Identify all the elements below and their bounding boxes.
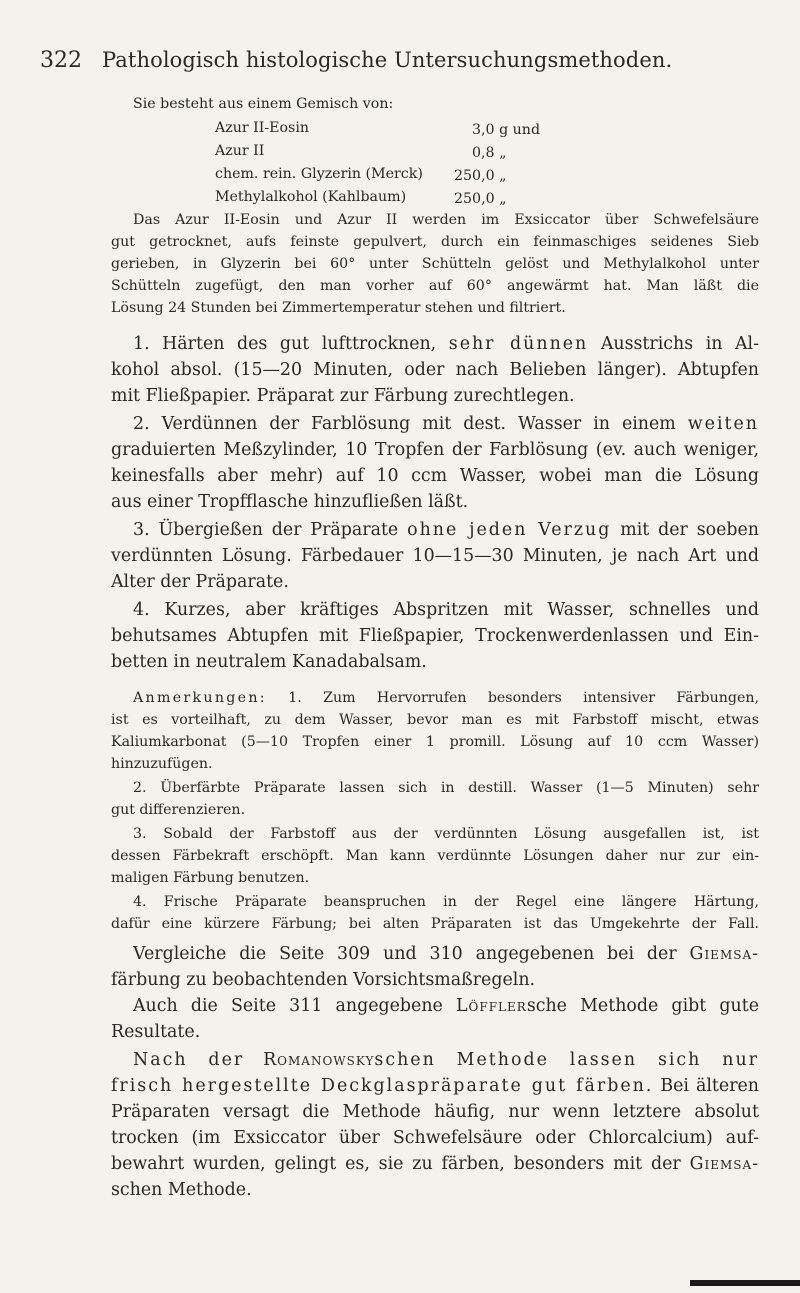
running-title: Pathologisch histologische Untersuchungsmethoden.	[102, 48, 673, 72]
text-run	[263, 1050, 759, 1070]
recipe-amount: 250,0 „	[454, 168, 507, 184]
text-line: dessen Färbekraft erschöpft. Man kann verdünnte Lösungen daher nur zur ein-	[111, 848, 759, 864]
text-line: betten in neutralem Kanadabalsam.	[111, 652, 427, 672]
text-line	[111, 1076, 759, 1096]
page-number: 322	[40, 48, 82, 73]
page-header	[40, 48, 780, 78]
text-run: Bei älteren	[660, 1076, 759, 1096]
recipe-amount: 0,8 „	[472, 145, 507, 161]
text-line	[133, 690, 759, 706]
recipe-amount: 3,0 g und	[472, 122, 541, 138]
text-line: 2. Überfärbte Präparate lassen sich in destill. Wasser (1—5 Minuten) sehr	[133, 780, 759, 796]
text-line: färbung zu beobachtenden Vorsichtsmaßregeln.	[111, 970, 536, 990]
text-line: gut differenzieren.	[111, 802, 246, 818]
text-line: 4. Kurzes, aber kräftiges Abspritzen mit Wasser, schnelles und	[133, 600, 759, 620]
text-line	[111, 1154, 759, 1174]
text-line: gut getrocknet, aufs feinste gepulvert, durch ein feinmaschiges seidenes Sieb	[111, 234, 759, 250]
text-line: Das Azur II-Eosin und Azur II werden im Exsiccator über Schwefelsäure	[133, 212, 759, 228]
text-line: trocken (im Exsiccator über Schwefelsäure oder Chlorcalcium) auf-	[111, 1128, 759, 1148]
text-run: Vergleiche die Seite 309 und 310 angegebenen bei der	[133, 944, 677, 964]
text-line: Resultate.	[111, 1022, 201, 1042]
text-run: bewahrt wurden, gelingt es, sie zu färben, besonders mit der	[111, 1154, 681, 1174]
author-name: Löffler	[456, 996, 527, 1016]
author-name: Giemsa-	[689, 944, 759, 964]
text-line: Lösung 24 Stunden bei Zimmertemperatur stehen und filtriert.	[111, 300, 566, 316]
text-line: Alter der Präparate.	[111, 572, 289, 592]
text-line: gerieben, in Glyzerin bei 60° unter Schütteln gelöst und Methylalkohol unter	[111, 256, 759, 272]
text-run: mit der soeben	[620, 520, 760, 540]
text-run: 2. Verdünnen der Farblösung mit dest. Wasser in einem	[133, 414, 676, 434]
text-run: Ausstrichs in Al-	[600, 334, 759, 354]
text-line: mit Fließpapier. Präparat zur Färbung zurechtlegen.	[111, 386, 575, 406]
text-run: 3. Übergießen der Präparate	[133, 520, 399, 540]
recipe-ingredient: Azur II	[215, 143, 265, 159]
text-line: Schütteln zugefügt, den man vorher auf 60° angewärmt hat. Man läßt die	[111, 278, 759, 294]
author-name: Giemsa-	[689, 1154, 760, 1174]
notes-label: Anmerkungen:	[133, 690, 267, 706]
text-line: behutsames Abtupfen mit Fließpapier, Trockenwerdenlassen und Ein-	[111, 626, 759, 646]
text-run: Nach der	[133, 1050, 245, 1070]
text-line	[133, 1050, 759, 1070]
emphasis-text: sehr dünnen	[448, 334, 589, 354]
text-run: Auch die Seite 311 angegebene	[133, 996, 443, 1016]
text-line: 3. Sobald der Farbstoff aus der verdünnten Lösung ausgefallen ist, ist	[133, 826, 759, 842]
text-line: aus einer Tropfflasche hinzufließen läßt.	[111, 492, 469, 512]
recipe-ingredient: Methylalkohol (Kahlbaum)	[215, 189, 407, 205]
text-run: 1. Härten des gut lufttrocknen,	[133, 334, 437, 354]
text-line: maligen Färbung benutzen.	[111, 870, 310, 886]
text-line	[133, 944, 759, 964]
text-line	[133, 996, 759, 1016]
text-line: Kaliumkarbonat (5—10 Tropfen einer 1 promill. Lösung auf 10 ccm Wasser)	[111, 734, 759, 750]
recipe-ingredient: chem. rein. Glyzerin (Merck)	[215, 166, 423, 182]
scan-edge-mark	[690, 1280, 800, 1286]
recipe-ingredient: Azur II-Eosin	[215, 120, 310, 136]
text-line: ist es vorteilhaft, zu dem Wasser, bevor man es mit Farbstoff mischt, etwas	[111, 712, 759, 728]
recipe-amount: 250,0 „	[454, 191, 507, 207]
text-run: schen Methode lassen sich nur	[374, 1050, 759, 1070]
text-line	[133, 334, 759, 354]
text-line: verdünnten Lösung. Färbedauer 10—15—30 Minuten, je nach Art und	[111, 546, 759, 566]
text-line: graduierten Meßzylinder, 10 Tropfen der Farblösung (ev. auch weniger,	[111, 440, 759, 460]
emphasis-text: weiten	[687, 414, 759, 434]
text-line: dafür eine kürzere Färbung; bei alten Präparaten ist das Umgekehrte der Fall.	[111, 916, 759, 932]
emphasis-text: frisch hergestellte Deckglaspräparate gut färben.	[111, 1076, 654, 1096]
text-line: schen Methode.	[111, 1180, 252, 1200]
text-run: sche Methode gibt gute	[526, 996, 760, 1016]
text-line	[133, 414, 759, 434]
recipe-intro: Sie besteht aus einem Gemisch von:	[133, 96, 394, 112]
text-line: 4. Frische Präparate beanspruchen in der Regel eine längere Härtung,	[133, 894, 759, 910]
text-line: Präparaten versagt die Methode häufig, nur wenn letztere absolut	[111, 1102, 759, 1122]
emphasis-text: ohne jeden Verzug	[407, 520, 612, 540]
author-name: Romanowsky	[263, 1050, 375, 1070]
text-line: keinesfalls aber mehr) auf 10 ccm Wasser, wobei man die Lösung	[111, 466, 759, 486]
text-run	[456, 996, 759, 1016]
text-line: hinzuzufügen.	[111, 756, 213, 772]
text-line	[133, 520, 759, 540]
text-run: 1. Zum Hervorrufen besonders intensiver Färbungen,	[288, 690, 759, 706]
text-line: kohol absol. (15—20 Minuten, oder nach Belieben länger). Abtupfen	[111, 360, 759, 380]
